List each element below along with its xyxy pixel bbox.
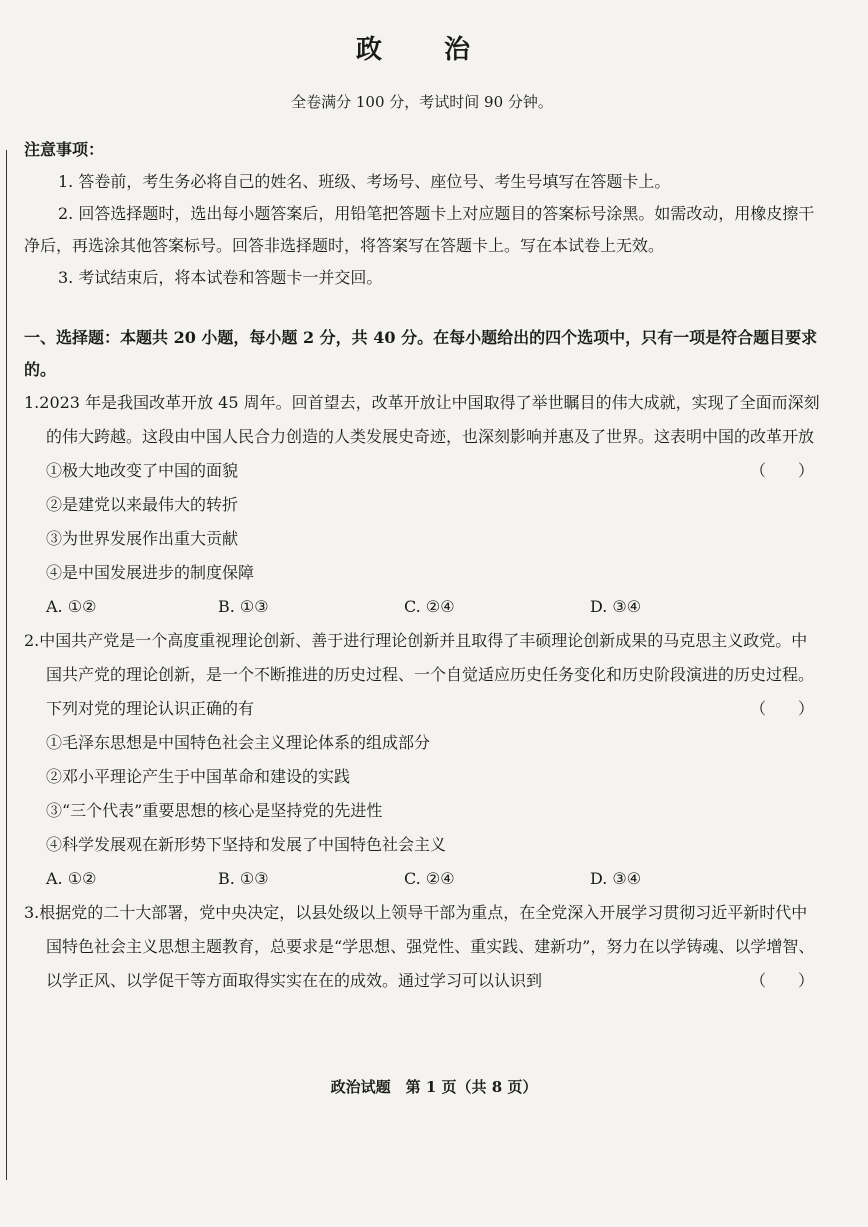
choice-a: A. ①② — [46, 869, 97, 888]
notice-item: 3. 考试结束后，将本试卷和答题卡一并交回。 — [58, 268, 383, 287]
exam-info: 全卷满分 100 分，考试时间 90 分钟。 — [291, 93, 553, 111]
page-title: 政 治 — [355, 35, 488, 65]
answer-choices — [24, 590, 820, 624]
choice-d: D. ③④ — [590, 869, 642, 888]
choice-b: B. ①③ — [218, 597, 269, 616]
answer-choices — [24, 862, 820, 896]
section-heading: 一、选择题：本题共 20 小题，每小题 2 分，共 40 分。在每小题给出的四个选项中，只有一项是符合题目要求的。 — [24, 328, 818, 379]
statement-option: ④科学发展观在新形势下坚持和发展了中国特色社会主义 — [46, 835, 447, 854]
question-text: 中国共产党是一个高度重视理论创新、善于进行理论创新并且取得了丰硕理论创新成果的马克思主义政党。中国共产党的理论创新，是一个不断推进的历史过程、一个自觉适应历史任务变化和历史阶段演进的历史过程。下列对党的理论认识正确的有 — [39, 631, 815, 718]
page-footer: 政治试题 第 1 页（共 8 页） — [330, 1078, 538, 1096]
statement-option: ①极大地改变了中国的面貌 — [46, 461, 239, 480]
choice-a: A. ①② — [46, 597, 97, 616]
question-number: 3. — [24, 903, 40, 922]
question-text: 2023 年是我国改革开放 45 周年。回首望去，改革开放让中国取得了举世瞩目的伟大成就，实现了全面而深刻的伟大跨越。这段由中国人民合力创造的人类发展史奇迹，也深刻影响并惠及了世界。这表明中国的改革开放 — [39, 393, 820, 446]
question-text: 根据党的二十大部署，党中央决定，以县处级以上领导干部为重点，在全党深入开展学习贯彻习近平新时代中国特色社会主义思想主题教育，总要求是“学思想、强党性、重实践、建新功”，努力在以学铸魂、以学增智、以学正风、以学促干等方面取得实实在在的成效。通过学习可以认识到 — [39, 903, 815, 990]
notice-item: 2. 回答选择题时，选出每小题答案后，用铅笔把答题卡上对应题目的答案标号涂黑。如需改动，用橡皮擦干净后，再选涂其他答案标号。回答非选择题时，将答案写在答题卡上。写在本试卷上无效。 — [24, 204, 815, 255]
question-number: 2. — [24, 631, 40, 650]
statement-option: ④是中国发展进步的制度保障 — [46, 563, 255, 582]
choice-d: D. ③④ — [590, 597, 642, 616]
binding-line — [6, 150, 7, 1180]
statement-option: ①毛泽东思想是中国特色社会主义理论体系的组成部分 — [46, 733, 431, 752]
statement-option: ②邓小平理论产生于中国革命和建设的实践 — [46, 767, 351, 786]
choice-c: C. ②④ — [404, 597, 455, 616]
question-1 — [24, 386, 820, 624]
question-number: 1. — [24, 393, 40, 412]
question-stem — [24, 624, 820, 726]
question-stem — [24, 896, 820, 998]
question-3 — [24, 896, 820, 998]
choice-b: B. ①③ — [218, 869, 269, 888]
notice-block — [24, 134, 820, 294]
answer-paren: （ ） — [749, 461, 814, 480]
page-content — [24, 24, 820, 998]
answer-paren: （ ） — [749, 971, 814, 990]
notice-heading: 注意事项： — [24, 140, 105, 159]
statement-option: ③“三个代表”重要思想的核心是坚持党的先进性 — [46, 801, 383, 820]
notice-item: 1. 答卷前，考生务必将自己的姓名、班级、考场号、座位号、考生号填写在答题卡上。 — [58, 172, 671, 191]
statement-option: ③为世界发展作出重大贡献 — [46, 529, 239, 548]
choice-c: C. ②④ — [404, 869, 455, 888]
answer-paren: （ ） — [749, 699, 814, 718]
question-2 — [24, 624, 820, 896]
statement-option: ②是建党以来最伟大的转折 — [46, 495, 239, 514]
